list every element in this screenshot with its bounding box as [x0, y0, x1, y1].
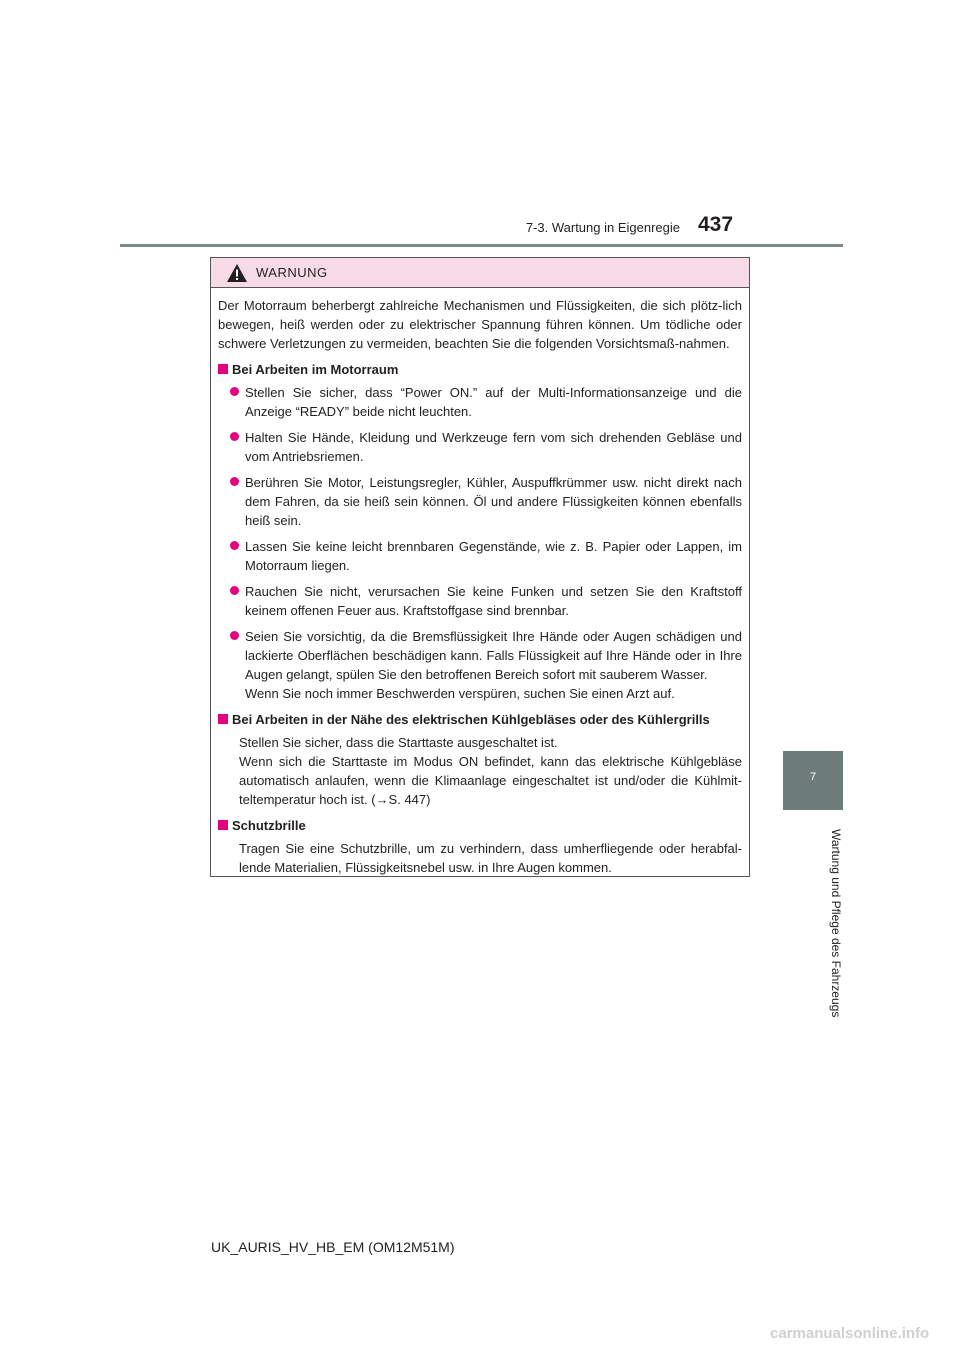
section-heading: Schutzbrille	[218, 816, 742, 835]
warning-box	[210, 257, 750, 877]
page-number: 437	[698, 213, 734, 236]
round-bullet-icon	[230, 631, 239, 640]
round-bullet-icon	[230, 387, 239, 396]
chapter-number: 7	[809, 771, 817, 783]
warning-triangle-icon	[226, 263, 248, 283]
section-heading: Bei Arbeiten in der Nähe des elektrischen Kühlgebläses oder des Kühlergrills	[218, 710, 742, 729]
list-item: Rauchen Sie nicht, verursachen Sie keine Funken und setzen Sie den Kraftstoff keinem offenen Feuer aus. Kraftstoffgase sind brennbar.	[218, 582, 742, 620]
watermark: carmanualsonline.info	[770, 1325, 930, 1342]
warning-title: WARNUNG	[256, 265, 328, 280]
chapter-tab[interactable]	[783, 751, 843, 810]
list-item: Seien Sie vorsichtig, da die Bremsflüssigkeit Ihre Hände oder Augen schädigen und lackierte Oberflächen beschädigen kann. Falls Flüssigkeit auf Ihre Hände oder in Ihre Augen gelangt, spülen Sie den betroffenen Bereich sofort mit sauberem Wasser. Wenn Sie noch immer Beschwerden verspüren, suchen Sie einen Arzt auf.	[218, 627, 742, 703]
section-title: 7-3. Wartung in Eigenregie	[525, 220, 680, 235]
square-bullet-icon	[218, 820, 228, 830]
square-bullet-icon	[218, 714, 228, 724]
round-bullet-icon	[230, 477, 239, 486]
warning-header	[211, 258, 749, 288]
square-bullet-icon	[218, 364, 228, 374]
section-text: Tragen Sie eine Schutzbrille, um zu verhindern, dass umherfliegende oder herabfal-lende Materialien, Flüssigkeitsnebel usw. in Ihre Augen kommen.	[239, 841, 742, 875]
list-item: Halten Sie Hände, Kleidung und Werkzeuge fern vom sich drehenden Gebläse und vom Antriebsriemen.	[218, 428, 742, 466]
list-item: Stellen Sie sicher, dass “Power ON.” auf der Multi-Informationsanzeige und die Anzeige “READY” beide nicht leuchten.	[218, 383, 742, 421]
warning-body	[211, 288, 749, 877]
section-heading: Bei Arbeiten im Motorraum	[218, 360, 742, 379]
round-bullet-icon	[230, 541, 239, 550]
document-code: UK_AURIS_HV_HB_EM (OM12M51M)	[211, 1239, 455, 1255]
round-bullet-icon	[230, 586, 239, 595]
warning-intro: Der Motorraum beherbergt zahlreiche Mechanismen und Flüssigkeiten, die sich plötz-lich bewegen, heiß werden oder zu elektrischer Spannung führen können. Um tödliche oder schwere Verletzungen zu vermeiden, beachten Sie die folgenden Vorsichtsmaß-nahmen.	[218, 298, 742, 351]
header-rule	[120, 244, 843, 247]
chapter-title: Wartung und Pflege des Fahrzeugs	[829, 828, 843, 1018]
list-item: Lassen Sie keine leicht brennbaren Gegenstände, wie z. B. Papier oder Lappen, im Motorraum liegen.	[218, 537, 742, 575]
section-text: Stellen Sie sicher, dass die Starttaste ausgeschaltet ist. Wenn sich die Starttaste im Modus ON befindet, kann das elektrische Kühlgebläse automatisch anlaufen, wenn die Klimaanlage eingeschaltet ist und/oder die Kühlmit-teltemperatur hoch ist. (→S. 447)	[239, 735, 742, 807]
list-item: Berühren Sie Motor, Leistungsregler, Kühler, Auspuffkrümmer usw. nicht direkt nach dem Fahren, da sie heiß sein können. Öl und andere Flüssigkeiten können ebenfalls heiß sein.	[218, 473, 742, 530]
round-bullet-icon	[230, 432, 239, 441]
